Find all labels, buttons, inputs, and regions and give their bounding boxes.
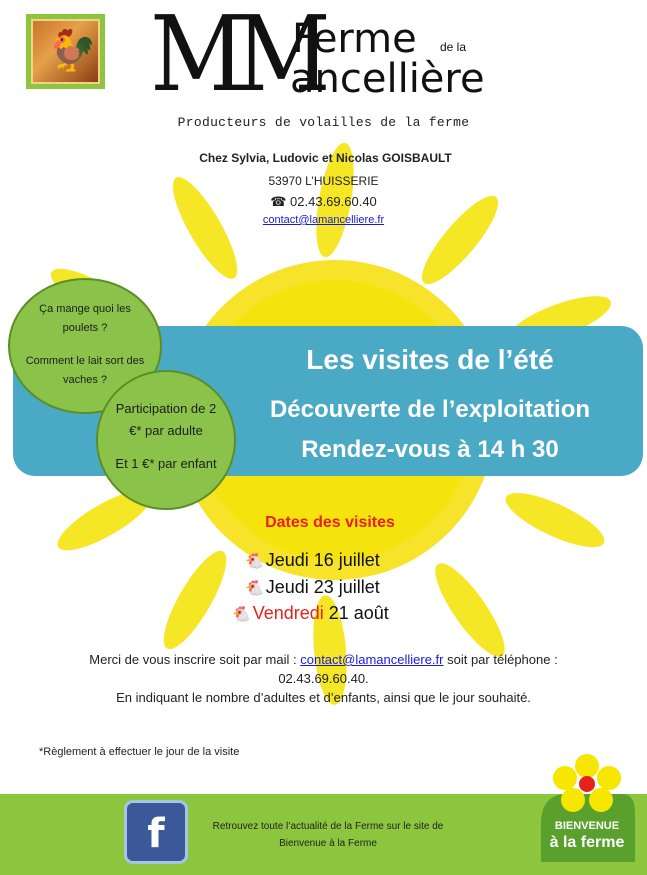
hen-icon: 🐔: [232, 605, 251, 623]
phone-number: 02.43.69.60.40: [290, 194, 377, 209]
question-lait: Comment le lait sort des vaches ?: [25, 355, 145, 386]
brand-de-la: de la: [440, 40, 467, 54]
banner-title: Les visites de l’été: [306, 344, 554, 375]
farm-logo: [26, 14, 105, 89]
brand-monogram: MM: [150, 0, 321, 115]
price-adult: Participation de 2 €* par adulte: [115, 401, 217, 438]
brand-ancelliere: ancellière: [290, 56, 485, 102]
hen-icon: 🐔: [245, 552, 264, 570]
date-item: 🐔 Jeudi 23 juillet: [245, 577, 380, 597]
banner-subtitle: Découverte de l’exploitation: [269, 396, 591, 423]
signup-details: En indiquant le nombre d’adultes et d’enfants, ainsi que le jour souhaité.: [116, 690, 531, 705]
contact-email-link[interactable]: contact@lamancelliere.fr: [262, 214, 385, 226]
dates-title: Dates des visites: [265, 514, 395, 531]
date-item: 🐔 Jeudi 16 juillet: [245, 550, 380, 570]
hen-icon: 🐔: [245, 579, 264, 597]
signup-info: Merci de vous inscrire soit par mail : contact@lamancelliere.fr soit par téléphone :: [89, 652, 558, 667]
tagline: Producteurs de volailles de la ferme: [177, 115, 470, 130]
owners: Chez Sylvia, Ludovic et Nicolas GOISBAULT: [199, 151, 452, 165]
question-poulets: Ça mange quoi les poulets ?: [39, 303, 131, 334]
brand-ferme: Ferme: [292, 16, 417, 62]
date-item: 🐔 Vendredi 21 août: [232, 603, 389, 623]
signup-email-link[interactable]: contact@lamancelliere.fr: [300, 652, 444, 667]
signup-phone: 02.43.69.60.40.: [278, 671, 369, 686]
facebook-icon[interactable]: f: [127, 803, 185, 861]
telephone-icon: ☎: [270, 194, 287, 209]
badge-a-la-ferme: à la ferme: [549, 834, 625, 851]
payment-note: *Règlement à effectuer le jour de la visite: [39, 746, 240, 758]
badge-bienvenue: BIENVENUE: [554, 820, 620, 832]
city: 53970 L’HUISSERIE: [268, 174, 379, 188]
banner-time: Rendez-vous à 14 h 30: [301, 436, 559, 463]
phone-line: [0, 194, 647, 210]
price-child: Et 1 €* par enfant: [115, 456, 217, 471]
footer-text: Retrouvez toute l’actualité de la Ferme sur le site de Bienvenue à la Ferme: [212, 821, 444, 849]
rooster-icon: 🐓: [47, 28, 97, 74]
